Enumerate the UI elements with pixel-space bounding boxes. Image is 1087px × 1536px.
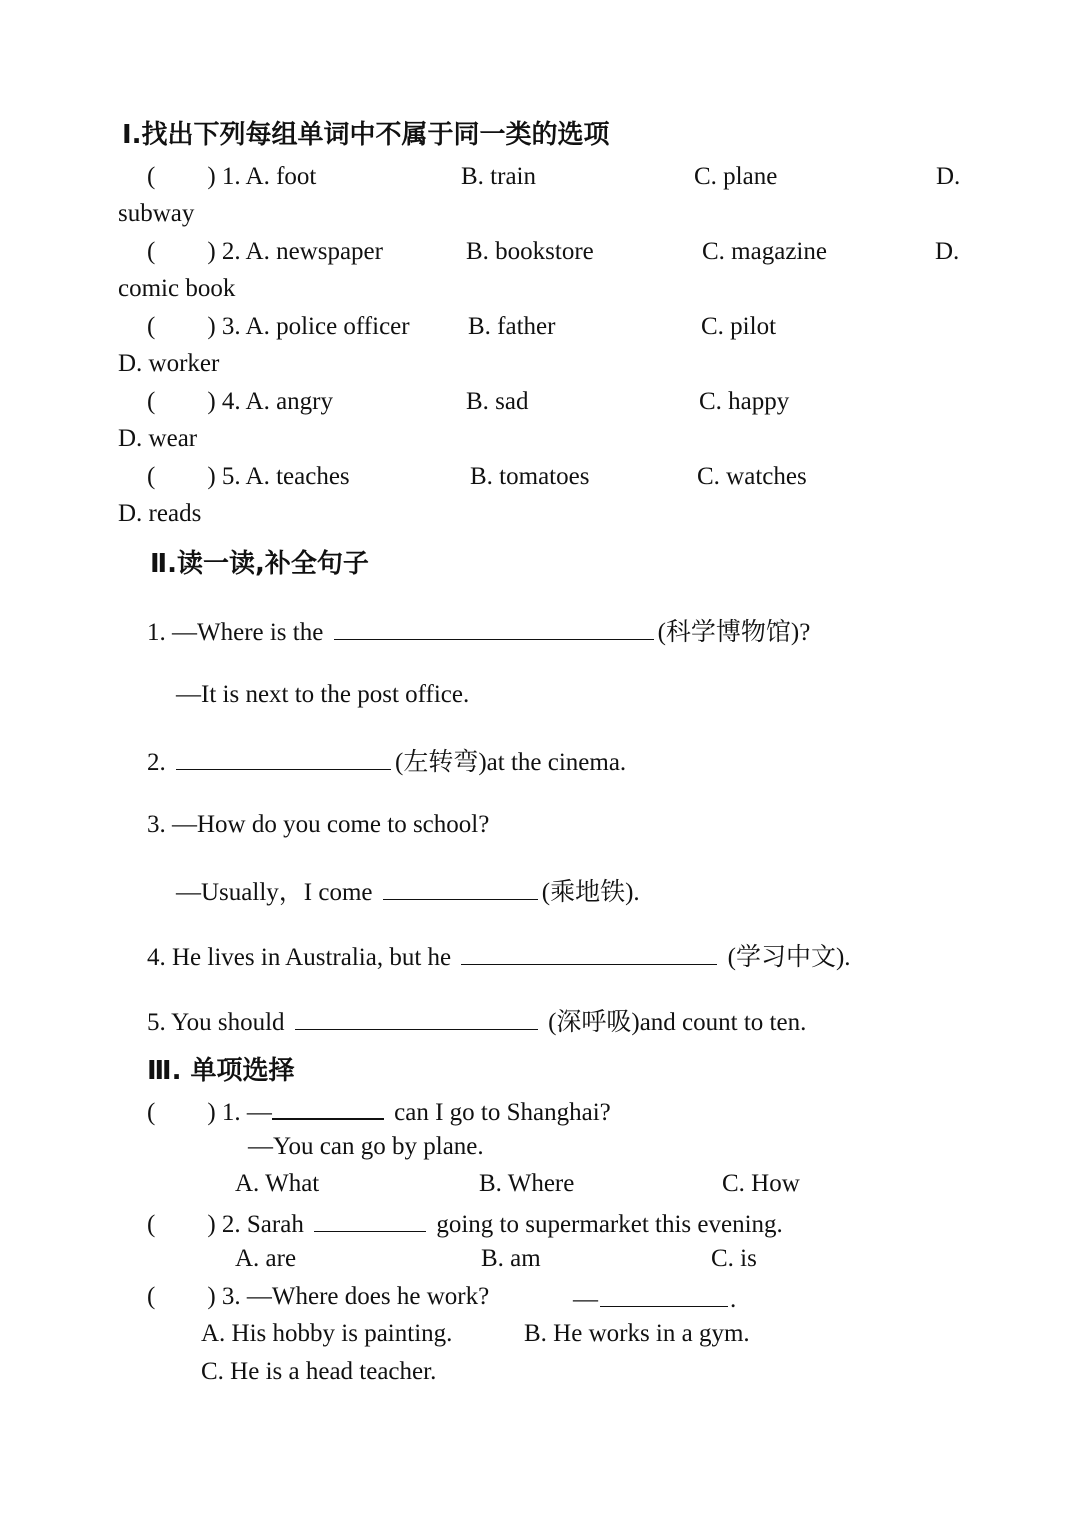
dash: — — [573, 1286, 598, 1313]
question-number: ) 1. — — [207, 1099, 272, 1126]
section-3-title: Ⅲ. 单项选择 — [147, 1056, 295, 1086]
option-b: B. bookstore — [466, 238, 594, 265]
answer-blank[interactable] — [176, 747, 391, 770]
option-b: B. He works in a gym. — [524, 1320, 750, 1347]
option-a: A. What — [235, 1170, 320, 1197]
open-paren: ( — [147, 313, 156, 340]
answer-blank[interactable] — [314, 1209, 426, 1232]
option-a: A. are — [235, 1245, 297, 1272]
question-number: ) 2. Sarah — [207, 1211, 311, 1238]
fill-hint: (学习中文). — [721, 944, 851, 971]
option-a: A. His hobby is painting. — [201, 1320, 453, 1347]
option-c: C. How — [722, 1170, 800, 1197]
option-d: D. worker — [118, 350, 220, 377]
question-1-5 — [147, 464, 350, 489]
fill-item-5 — [147, 1007, 806, 1035]
open-paren: ( — [147, 1211, 156, 1238]
answer-blank[interactable] — [272, 1096, 384, 1120]
question-number: ) 5. — [207, 463, 241, 490]
option-b: B. am — [481, 1245, 541, 1272]
answer-blank[interactable] — [383, 877, 538, 900]
fill-hint: (乘地铁). — [541, 879, 640, 906]
option-c: C. happy — [699, 388, 790, 415]
option-c: C. He is a head teacher. — [201, 1358, 437, 1385]
option-d-text: subway — [118, 200, 195, 227]
choice-question-3-answer — [573, 1284, 736, 1312]
fill-text: 2. — [147, 749, 172, 776]
fill-item-1 — [147, 617, 810, 645]
open-paren: ( — [147, 1283, 156, 1310]
question-1-4 — [147, 389, 333, 414]
choice-question-3 — [147, 1284, 489, 1309]
fill-text: —Usually，I come — [176, 879, 379, 906]
open-paren: ( — [147, 1099, 156, 1126]
question-number: ) 3. — [207, 313, 241, 340]
option-a: A. angry — [245, 388, 334, 415]
option-c: C. watches — [697, 463, 807, 490]
option-b: B. train — [461, 163, 536, 190]
option-b: B. Where — [479, 1170, 575, 1197]
option-a: A. foot — [245, 163, 317, 190]
question-number: ) 2. — [207, 238, 241, 265]
option-a: A. police officer — [245, 313, 410, 340]
open-paren: ( — [147, 238, 156, 265]
answer-blank[interactable] — [600, 1284, 728, 1307]
fill-hint: (左转弯)at the cinema. — [395, 749, 627, 776]
option-d: D. reads — [118, 500, 202, 527]
option-b: B. sad — [466, 388, 529, 415]
option-c: C. is — [711, 1245, 757, 1272]
answer-blank[interactable] — [461, 942, 717, 965]
section-1-title: Ⅰ.找出下列每组单词中不属于同一类的选项 — [122, 120, 610, 150]
question-1-2 — [147, 239, 383, 264]
question-1-3 — [147, 314, 410, 339]
period: . — [730, 1286, 737, 1313]
option-c: C. plane — [694, 163, 778, 190]
option-c: C. magazine — [702, 238, 827, 265]
option-d-label: D. — [935, 238, 960, 265]
option-d-text: comic book — [118, 275, 236, 302]
question-number: ) 1. — [207, 163, 241, 190]
fill-hint: (科学博物馆)? — [657, 619, 811, 646]
answer-blank[interactable] — [334, 617, 654, 640]
fill-item-1-answer: —It is next to the post office. — [176, 681, 470, 708]
fill-item-3: 3. —How do you come to school? — [147, 811, 490, 838]
option-b: B. father — [468, 313, 556, 340]
fill-text: 1. —Where is the — [147, 619, 330, 646]
option-b: B. tomatoes — [470, 463, 590, 490]
fill-item-3-answer — [176, 877, 640, 905]
question-1-1 — [147, 164, 316, 189]
option-a: A. newspaper — [245, 238, 383, 265]
open-paren: ( — [147, 163, 156, 190]
fill-hint: (深呼吸)and count to ten. — [541, 1009, 807, 1036]
question-text: can I go to Shanghai? — [387, 1099, 611, 1126]
choice-question-1 — [147, 1096, 611, 1125]
question-number: ) 3. —Where does he work? — [207, 1283, 490, 1310]
fill-text: 5. You should — [147, 1009, 291, 1036]
fill-item-2 — [147, 747, 626, 775]
section-2-title: Ⅱ.读一读,补全句子 — [150, 549, 369, 579]
question-answer-line: —You can go by plane. — [248, 1133, 484, 1160]
option-a: A. teaches — [245, 463, 350, 490]
open-paren: ( — [147, 388, 156, 415]
option-d: D. wear — [118, 425, 198, 452]
option-d-label: D. — [936, 163, 961, 190]
fill-text: 4. He lives in Australia, but he — [147, 944, 458, 971]
choice-question-2 — [147, 1209, 783, 1237]
open-paren: ( — [147, 463, 156, 490]
fill-item-4 — [147, 942, 851, 970]
question-number: ) 4. — [207, 388, 241, 415]
question-text: going to supermarket this evening. — [430, 1211, 783, 1238]
answer-blank[interactable] — [295, 1007, 538, 1030]
option-c: C. pilot — [701, 313, 777, 340]
